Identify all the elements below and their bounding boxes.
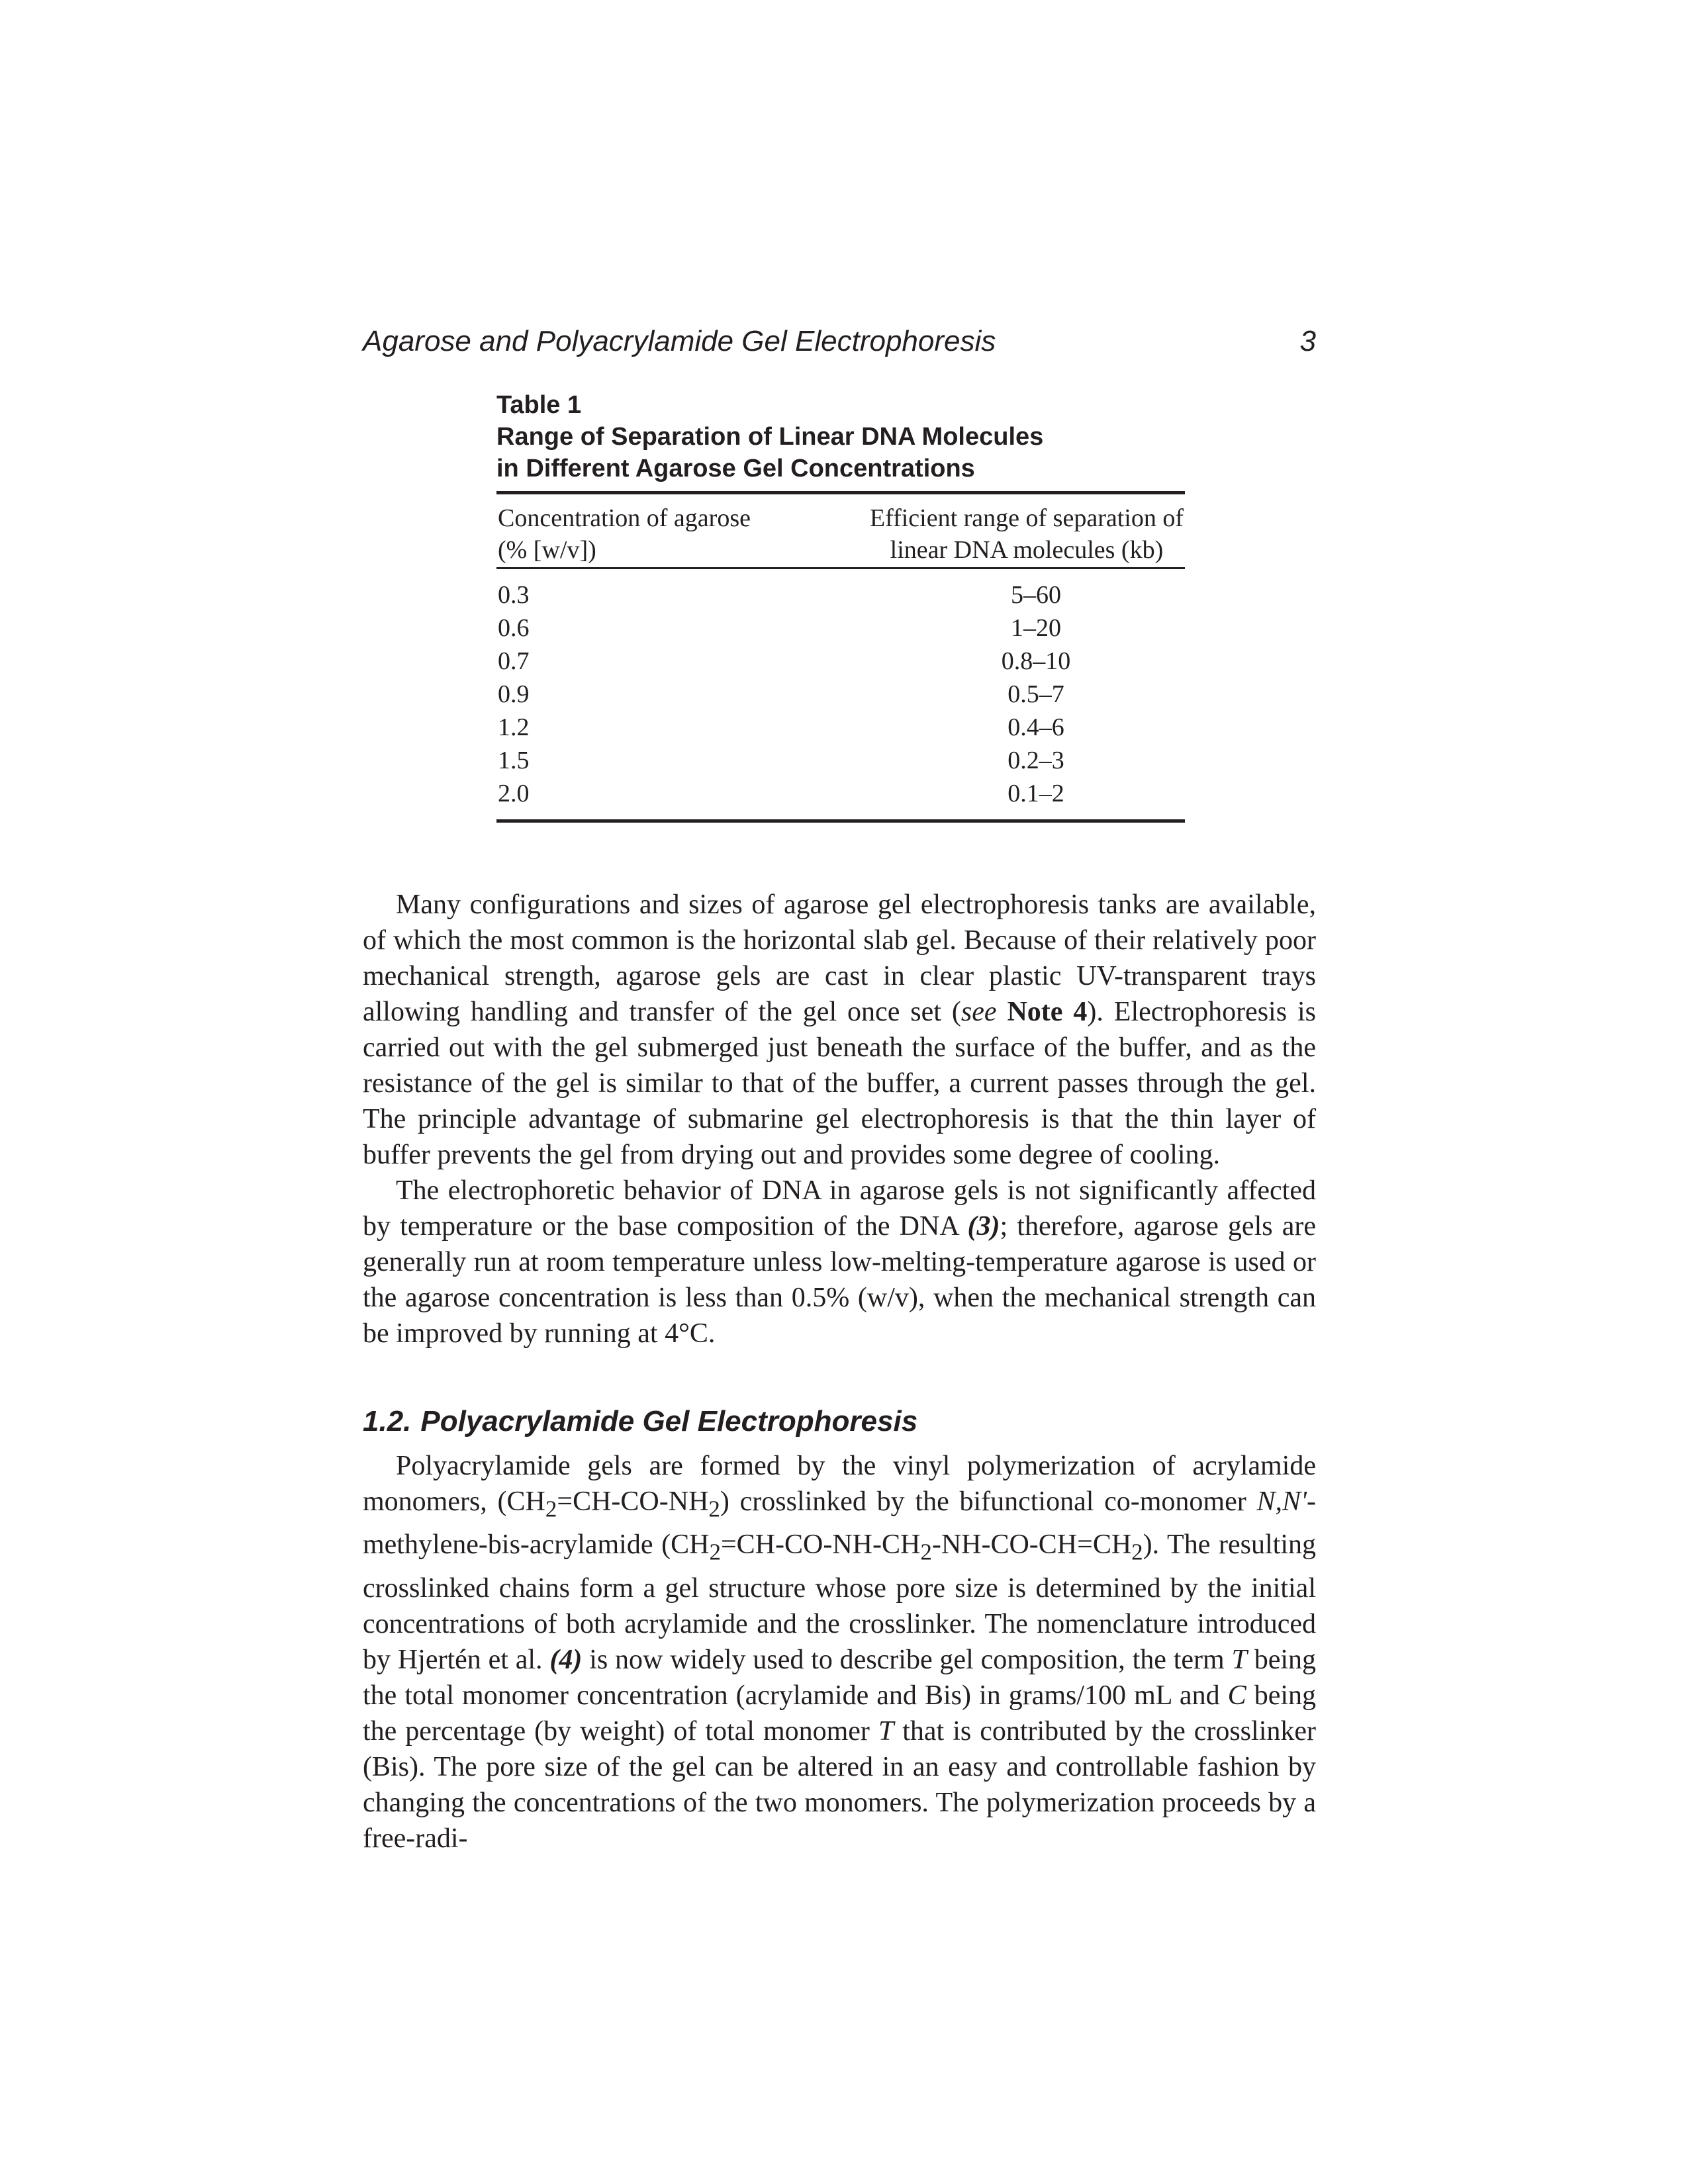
column-header-range: Efficient range of separation of linear DNA molecules (kb) <box>869 504 1184 564</box>
body-text-polyacrylamide <box>363 1448 1316 1856</box>
cell-concentration: 0.3 <box>498 581 530 609</box>
section-title: Polyacrylamide Gel Electrophoresis <box>420 1405 918 1437</box>
table-row <box>496 578 1185 612</box>
running-title: Agarose and Polyacrylamide Gel Electrophoresis <box>363 325 996 357</box>
table-bottom-rule <box>496 819 1185 823</box>
cell-concentration: 2.0 <box>498 780 530 807</box>
cell-concentration: 1.5 <box>498 747 530 774</box>
running-head <box>363 322 1316 361</box>
cell-range: 0.1–2 <box>1008 780 1064 807</box>
cell-range: 1–20 <box>1011 614 1061 642</box>
cell-range: 0.5–7 <box>1008 680 1064 708</box>
table-body <box>496 569 1185 819</box>
column-header-concentration: Concentration of agarose (% [w/v]) <box>498 504 751 564</box>
cell-range: 5–60 <box>1011 581 1061 609</box>
cell-concentration: 1.2 <box>498 713 530 741</box>
cell-range: 0.4–6 <box>1008 713 1064 741</box>
paragraph-temperature: The electrophoretic behavior of DNA in agarose gels is not significantly affected by temperature or the base composition of the DNA (3); therefore, agarose gels are generally run at room temperature unless low-melting-temperature agarose is used or the agarose concentration is less than 0.5% (w/v), when the mechanical strength can be improved by running at 4°C. <box>363 1175 1317 1349</box>
table-1 <box>496 389 1185 823</box>
cell-range: 0.8–10 <box>1001 647 1071 675</box>
table-label: Table 1 <box>496 391 582 419</box>
cell-concentration: 0.9 <box>498 680 530 708</box>
body-text-agarose <box>363 887 1316 1351</box>
table-row <box>496 645 1185 678</box>
citation-reference: (3) <box>967 1211 1000 1242</box>
table-title-line1: Range of Separation of Linear DNA Molecules <box>496 423 1044 451</box>
table-row <box>496 711 1185 744</box>
table-caption <box>496 389 1185 484</box>
note-reference: Note 4 <box>1007 997 1088 1027</box>
table-header <box>496 494 1185 567</box>
cell-range: 0.2–3 <box>1008 747 1064 774</box>
section-heading <box>363 1402 1316 1441</box>
table-row <box>496 678 1185 711</box>
page-number: 3 <box>1299 325 1316 357</box>
cell-concentration: 0.6 <box>498 614 530 642</box>
paragraph-polyacrylamide: Polyacrylamide gels are formed by the vinyl polymerization of acrylamide monomers, $(CH_2=CH-CO-NH_2)$ crosslinked by the bifunctional co-monomer N,N'-methylene-bis-acrylamide $(CH_2=CH-CO-NH-CH_2-NH-CO-CH=CH_2)$. The resulting crosslinked chains form a gel structure whose pore size is determined by the initial concentrations of both acrylamide and the crosslinker. The nomenclature introduced by Hjertén et al. (4) is now widely used to describe gel composition, the term T being the total monomer concentration (acrylamide and Bis) in grams/100 mL and C being the percentage (by weight) of total monomer T that is contributed by the crosslinker (Bis). The pore size of the gel can be altered in an easy and controllable fashion by changing the concentrations of the two monomers. The polymerization proceeds by a free-radi- <box>363 1451 1317 1854</box>
paragraph-tanks: Many configurations and sizes of agarose gel electrophoresis tanks are available, of which the most common is the horizontal slab gel. Because of their relatively poor mechanical strength, agarose gels are cast in clear plastic UV-transparent trays allowing handling and transfer of the gel once set (see Note 4). Electrophoresis is carried out with the gel submerged just beneath the surface of the buffer, and as the resistance of the gel is similar to that of the buffer, a current passes through the gel. The principle advantage of submarine gel electrophoresis is that the thin layer of buffer prevents the gel from drying out and provides some degree of cooling. <box>363 889 1317 1170</box>
citation-reference: (4) <box>549 1644 583 1675</box>
table-row <box>496 777 1185 810</box>
cell-concentration: 0.7 <box>498 647 530 675</box>
table-title-line2: in Different Agarose Gel Concentrations <box>496 455 975 482</box>
table-row <box>496 744 1185 777</box>
section-number: 1.2. <box>363 1405 412 1437</box>
table-row <box>496 612 1185 645</box>
